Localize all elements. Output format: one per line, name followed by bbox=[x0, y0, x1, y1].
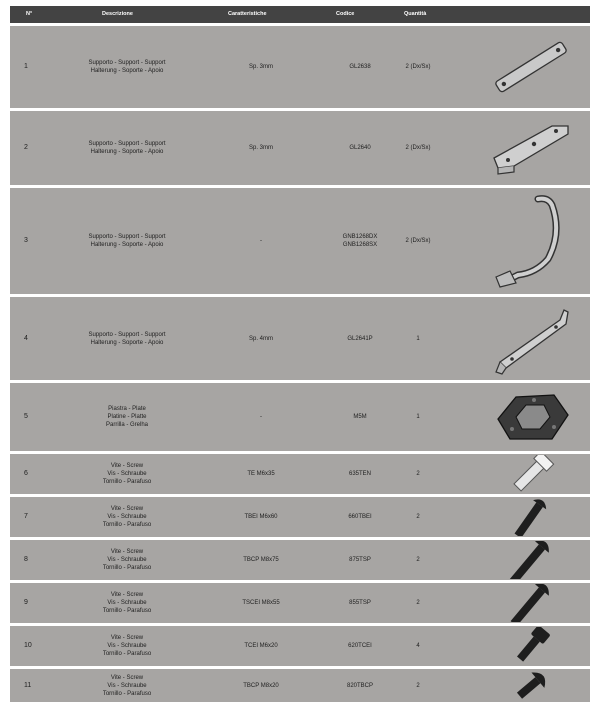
code-line: GNB1268DX bbox=[342, 234, 378, 240]
desc-line: Vis - Schraube bbox=[107, 471, 147, 477]
desc-line: Vis - Schraube bbox=[107, 682, 147, 689]
row-characteristics: TE M6x35 bbox=[247, 471, 275, 477]
code-line: GL2638 bbox=[349, 64, 371, 70]
desc-line: Tornillo - Parafuso bbox=[102, 479, 152, 485]
row-characteristics: Sp. 3mm bbox=[248, 145, 273, 151]
row-quantity: 2 bbox=[416, 600, 420, 606]
row-code bbox=[322, 682, 398, 690]
row-description bbox=[62, 140, 192, 156]
row-characteristics: Sp. 3mm bbox=[248, 64, 273, 70]
desc-line: Halterung - Soporte - Apoio bbox=[90, 149, 164, 155]
row-number: 9 bbox=[24, 599, 28, 606]
row-number: 4 bbox=[24, 334, 28, 342]
code-line: 875TSP bbox=[349, 557, 371, 563]
tube-arm-icon bbox=[490, 193, 572, 289]
row-number: 8 bbox=[24, 556, 28, 563]
code-line: 855TSP bbox=[349, 600, 371, 606]
desc-line: Halterung - Soporte - Apoio bbox=[90, 339, 164, 346]
row-quantity: 1 bbox=[416, 335, 420, 342]
desc-line: Supporto - Support - Support bbox=[88, 234, 166, 240]
table-row bbox=[10, 188, 590, 294]
table-row bbox=[10, 497, 590, 537]
desc-line: Vis - Schraube bbox=[107, 643, 147, 649]
row-code bbox=[322, 470, 398, 478]
desc-line: Supporto - Support - Support bbox=[88, 141, 166, 147]
desc-line: Supporto - Support - Support bbox=[88, 60, 166, 66]
hex-bolt-icon bbox=[490, 455, 572, 493]
desc-line: Vite - Screw bbox=[110, 674, 144, 681]
code-line: 620TCEI bbox=[348, 643, 372, 649]
desc-line: Halterung - Soporte - Apoio bbox=[90, 242, 164, 248]
row-quantity: 1 bbox=[416, 414, 420, 420]
row-number: 3 bbox=[24, 237, 28, 244]
code-line: GL2640 bbox=[349, 145, 371, 151]
row-code bbox=[322, 144, 398, 152]
row-code bbox=[322, 233, 398, 249]
desc-line: Vite - Screw bbox=[110, 592, 144, 598]
desc-line: Vite - Screw bbox=[110, 635, 144, 641]
flat-bracket-icon bbox=[490, 35, 572, 99]
table-row bbox=[10, 583, 590, 623]
row-code bbox=[322, 599, 398, 607]
angled-bracket-icon bbox=[490, 118, 572, 178]
row-quantity: 2 (Dx/Sx) bbox=[405, 145, 431, 151]
row-quantity: 2 (Dx/Sx) bbox=[405, 238, 431, 244]
row-code bbox=[322, 556, 398, 564]
header-description: Descrizione bbox=[102, 11, 133, 17]
table-row bbox=[10, 454, 590, 494]
row-characteristics: Sp. 4mm bbox=[248, 335, 273, 342]
code-line: 820TBCP bbox=[346, 682, 373, 689]
desc-line: Platine - Platte bbox=[107, 414, 147, 420]
row-characteristics: TBCP M8x75 bbox=[243, 557, 279, 563]
code-line: M5M bbox=[353, 414, 367, 420]
row-number: 2 bbox=[24, 144, 28, 151]
desc-line: Tornillo - Parafuso bbox=[102, 522, 152, 528]
row-quantity: 2 bbox=[416, 471, 420, 477]
table-row bbox=[10, 626, 590, 666]
row-code bbox=[322, 513, 398, 521]
desc-line: Tornillo - Parafuso bbox=[102, 565, 152, 571]
row-code bbox=[322, 642, 398, 650]
row-description bbox=[62, 548, 192, 572]
desc-line: Tornillo - Parafuso bbox=[102, 651, 152, 657]
table-row bbox=[10, 26, 590, 108]
header-quantity: Quantità bbox=[404, 11, 427, 17]
desc-line: Supporto - Support - Support bbox=[88, 331, 166, 338]
desc-line: Vis - Schraube bbox=[107, 600, 147, 606]
button-head-screw-icon bbox=[490, 498, 572, 536]
header-code: Codice bbox=[336, 11, 355, 17]
desc-line: Tornillo - Parafuso bbox=[102, 608, 152, 614]
desc-line: Piastra - Plate bbox=[108, 406, 146, 412]
monokey-plate-icon bbox=[490, 389, 572, 445]
row-number: 6 bbox=[24, 470, 28, 477]
row-code bbox=[322, 335, 398, 343]
table-row bbox=[10, 540, 590, 580]
row-description bbox=[62, 505, 192, 529]
socket-cap-screw-icon bbox=[490, 627, 572, 665]
row-number: 5 bbox=[24, 413, 28, 420]
row-number: 11 bbox=[24, 681, 32, 689]
row-description bbox=[62, 591, 192, 615]
desc-line: Vite - Screw bbox=[110, 463, 144, 469]
table-header bbox=[10, 6, 590, 23]
row-quantity: 4 bbox=[416, 643, 420, 649]
header-characteristics: Caratteristiche bbox=[228, 11, 267, 17]
row-description bbox=[62, 331, 192, 347]
desc-line: Parrilla - Grelha bbox=[105, 422, 148, 428]
phillips-screw-icon bbox=[490, 584, 572, 622]
row-number: 1 bbox=[24, 63, 28, 70]
row-description bbox=[62, 59, 192, 75]
row-number: 7 bbox=[24, 513, 28, 520]
phillips-screw-icon bbox=[490, 541, 572, 579]
row-characteristics: - bbox=[260, 414, 262, 420]
row-characteristics: TSCEI M8x55 bbox=[242, 600, 280, 606]
table-row bbox=[10, 297, 590, 380]
row-code bbox=[322, 63, 398, 71]
desc-line: Vite - Screw bbox=[110, 549, 144, 555]
code-line: 635TEN bbox=[348, 471, 371, 477]
desc-line: Tornillo - Parafuso bbox=[102, 690, 152, 697]
row-characteristics: TCEI M6x20 bbox=[244, 643, 278, 649]
row-number: 10 bbox=[24, 642, 32, 649]
row-description bbox=[62, 405, 192, 429]
row-description bbox=[62, 462, 192, 486]
row-quantity: 2 (Dx/Sx) bbox=[405, 64, 431, 70]
row-description bbox=[62, 634, 192, 658]
phillips-screw-icon bbox=[490, 670, 572, 702]
row-characteristics: TBCP M8x20 bbox=[243, 682, 279, 689]
code-line: GL2641P bbox=[347, 335, 373, 342]
row-description bbox=[62, 233, 192, 249]
long-bracket-icon bbox=[490, 302, 572, 376]
desc-line: Vis - Schraube bbox=[107, 514, 147, 520]
row-description bbox=[62, 674, 192, 698]
row-quantity: 2 bbox=[416, 514, 420, 520]
header-num: N° bbox=[26, 11, 33, 17]
row-characteristics: - bbox=[260, 238, 262, 244]
parts-list-table bbox=[10, 6, 590, 702]
table-row bbox=[10, 669, 590, 702]
row-code bbox=[322, 413, 398, 421]
desc-line: Vite - Screw bbox=[110, 506, 144, 512]
row-quantity: 2 bbox=[416, 682, 420, 689]
table-row bbox=[10, 111, 590, 185]
code-line: GNB1268SX bbox=[342, 242, 378, 248]
desc-line: Vis - Schraube bbox=[107, 557, 147, 563]
row-characteristics: TBEI M6x60 bbox=[244, 514, 278, 520]
row-quantity: 2 bbox=[416, 557, 420, 563]
table-row bbox=[10, 383, 590, 451]
desc-line: Halterung - Soporte - Apoio bbox=[90, 68, 164, 74]
code-line: 660TBEI bbox=[348, 514, 372, 520]
